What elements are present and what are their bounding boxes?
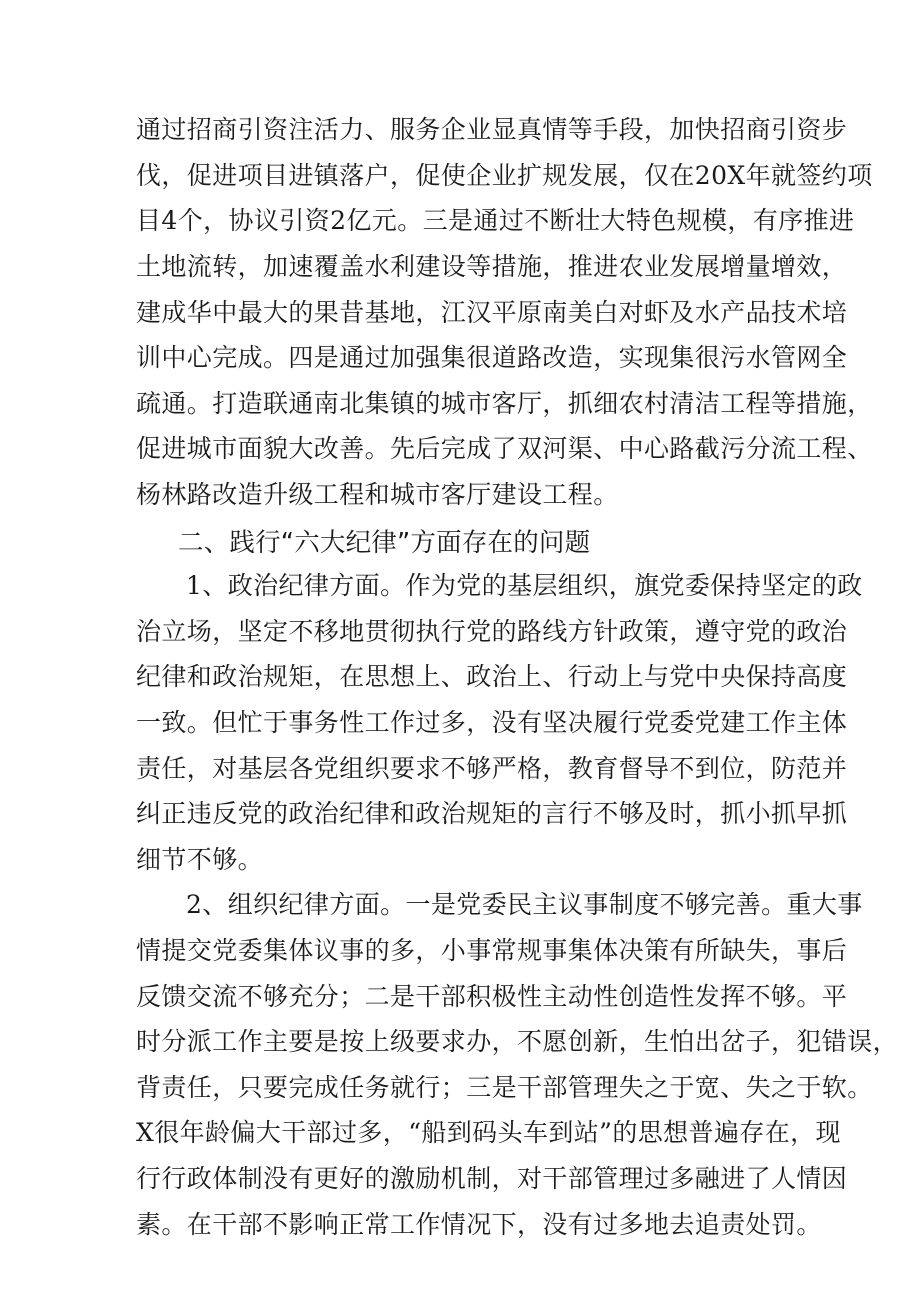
text-line: 土地流转，加速覆盖水利建设等措施，推进农业发展增量增效，: [136, 252, 848, 281]
text-line: 时分派工作主要是按上级要求办，不愿创新，生怕出岔子，犯错误，: [136, 1027, 899, 1056]
text-line: 素。在干部不影响正常工作情况下，没有过多地去追责处罚。: [136, 1210, 822, 1239]
text-line: 责任，对基层各党组织要求不够严格，教育督导不到位，防范并: [136, 754, 848, 783]
text-line: 纠正违反党的政治纪律和政治规矩的言行不够及时，抓小抓早抓: [136, 799, 848, 828]
text-line: 2、组织纪律方面。一是党委民主议事制度不够完善。重大事: [186, 890, 863, 919]
text-line: 建成华中最大的果昔基地，江汉平原南美白对虾及水产品技术培: [136, 298, 848, 327]
text-line: 纪律和政治规矩，在思想上、政治上、行动上与党中央保持高度: [136, 662, 848, 691]
section-heading: 二、践行“六大纪律”方面存在的问题: [178, 528, 591, 558]
text-line: 一致。但忙于事务性工作过多，没有坚决履行党委党建工作主体: [136, 708, 848, 737]
text-line: 情提交党委集体议事的多，小事常规事集体决策有所缺失，事后: [136, 936, 848, 965]
text-line: 疏通。打造联通南北集镇的城市客厅，抓细农村清洁工程等措施，: [136, 389, 873, 418]
text-line: 细节不够。: [136, 845, 264, 874]
text-line: 目4个，协议引资2亿元。三是通过不断壮大特色规模，有序推进: [136, 206, 855, 235]
text-line: 杨林路改造升级工程和城市客厅建设工程。: [136, 480, 619, 509]
text-line: 背责任，只要完成任务就行；三是干部管理失之于宽、失之于软。: [136, 1073, 873, 1102]
text-line: 反馈交流不够充分；二是干部积极性主动性创造性发挥不够。平: [136, 982, 848, 1011]
text-line: 促进城市面貌大改善。先后完成了双河渠、中心路截污分流工程、: [136, 434, 873, 463]
text-line: 治立场，坚定不移地贯彻执行党的路线方针政策，遵守党的政治: [136, 617, 848, 646]
text-line: 通过招商引资注活力、服务企业显真情等手段，加快招商引资步: [136, 115, 848, 144]
text-line: X很年龄偏大干部过多，“船到码头车到站”的思想普遍存在，现: [136, 1118, 841, 1147]
text-line: 1、政治纪律方面。作为党的基层组织，旗党委保持坚定的政: [186, 571, 863, 600]
text-line: 行行政体制没有更好的激励机制，对干部管理过多融进了人情因: [136, 1164, 848, 1193]
text-line: 伐，促进项目进镇落户，促使企业扩规发展，仅在20X年就签约项: [136, 161, 873, 190]
text-line: 训中心完成。四是通过加强集很道路改造，实现集很污水管网全: [136, 343, 848, 372]
